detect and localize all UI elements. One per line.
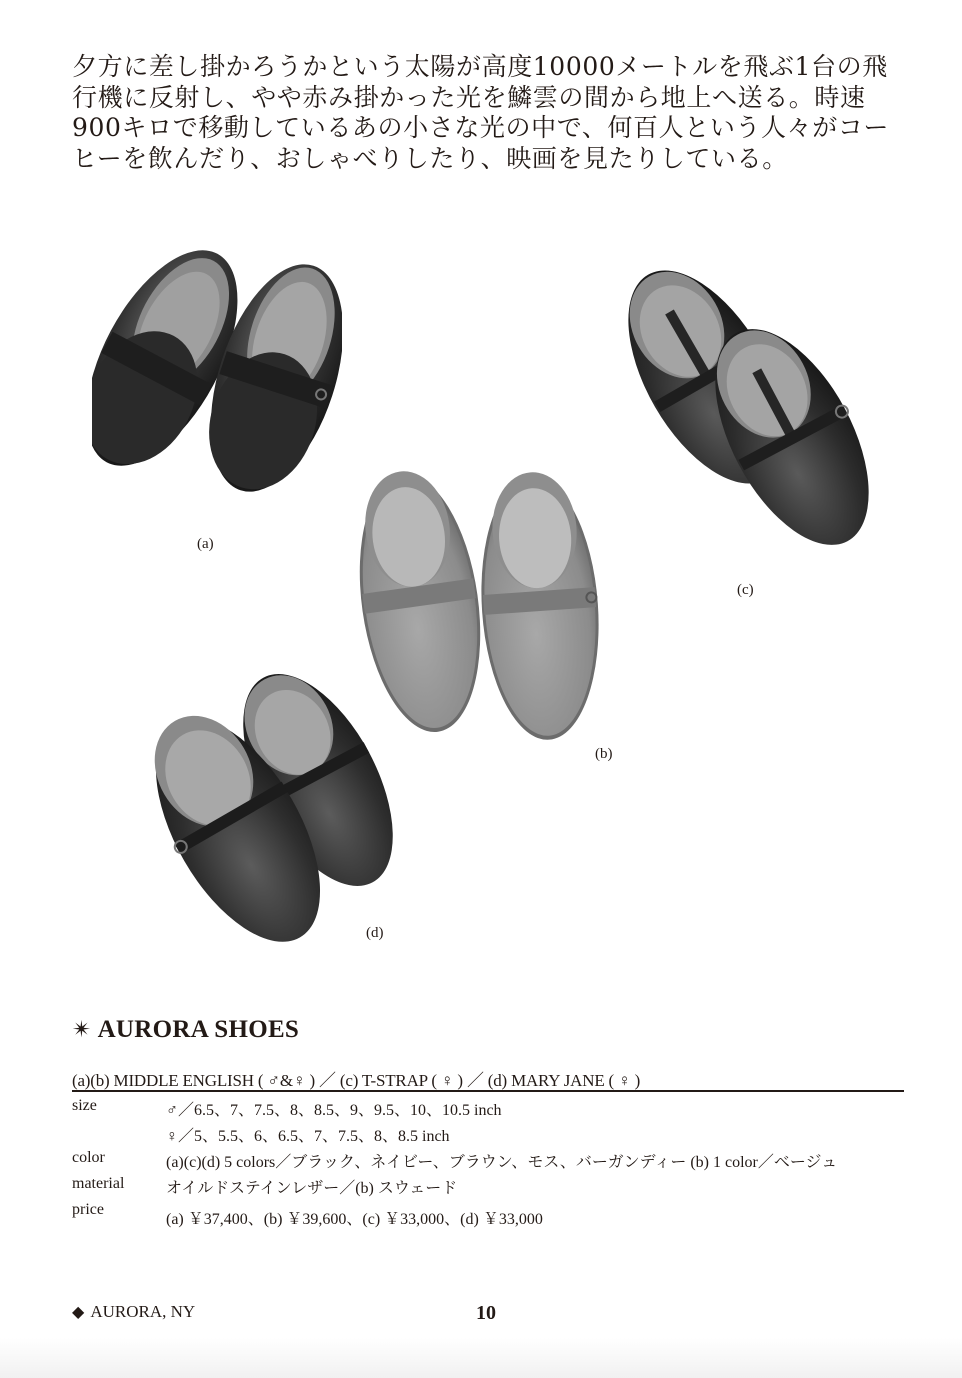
photo-caption-c: (c) [737,582,754,598]
spec-label-material: material [72,1175,125,1192]
brand-name: AURORA, NY [90,1302,196,1321]
spec-value-color: (a)(c)(d) 5 colors／ブラック、ネイビー、ブラウン、モス、バーガンディー (b) 1 color／ベージュ [166,1154,838,1171]
page-number: 10 [476,1302,496,1324]
page-bottom-shadow [0,1338,962,1378]
spec-label-size: size [72,1097,97,1114]
intro-paragraph: 夕方に差し掛かろうかという太陽が高度10000メートルを飛ぶ1台の飛行機に反射し、やや赤み掛かった光を鱗雲の間から地上へ送る。時速900キロで移動しているあの小さな光の中で、何百人という人々がコーヒーを飲んだり、おしゃべりしたり、映画を見たりしている。 [72,52,890,173]
spec-value-size-women: ♀／5、5.5、6、6.5、7、7.5、8、8.5 inch [166,1128,450,1145]
spec-label-color: color [72,1149,105,1166]
spec-label-price: price [72,1201,104,1218]
photo-caption-d: (d) [366,925,384,941]
divider [72,1090,904,1092]
shoe-photo-c [612,262,897,552]
star-icon: ✴ [72,1017,92,1043]
photo-caption-a: (a) [197,536,214,552]
section-heading [72,1016,299,1044]
photo-caption-b: (b) [595,746,613,762]
footer-brand [72,1302,195,1322]
section-title: AURORA SHOES [97,1016,300,1043]
spec-value-size-men: ♂／6.5、7、7.5、8、8.5、9、9.5、10、10.5 inch [166,1102,502,1119]
shoe-photo-d [128,660,403,955]
spec-value-price: (a) ￥37,400、(b) ￥39,600、(c) ￥33,000、(d) ￥33,000 [166,1211,543,1228]
model-list: (a)(b) MIDDLE ENGLISH ( ♂&♀ ) ／ (c) T-STRAP ( ♀ ) ／ (d) MARY JANE ( ♀ ) [72,1071,641,1090]
spec-value-material: オイルドステインレザー／(b) スウェード [166,1180,458,1197]
shoe-photo-a [92,228,342,498]
diamond-icon: ◆ [72,1302,85,1321]
